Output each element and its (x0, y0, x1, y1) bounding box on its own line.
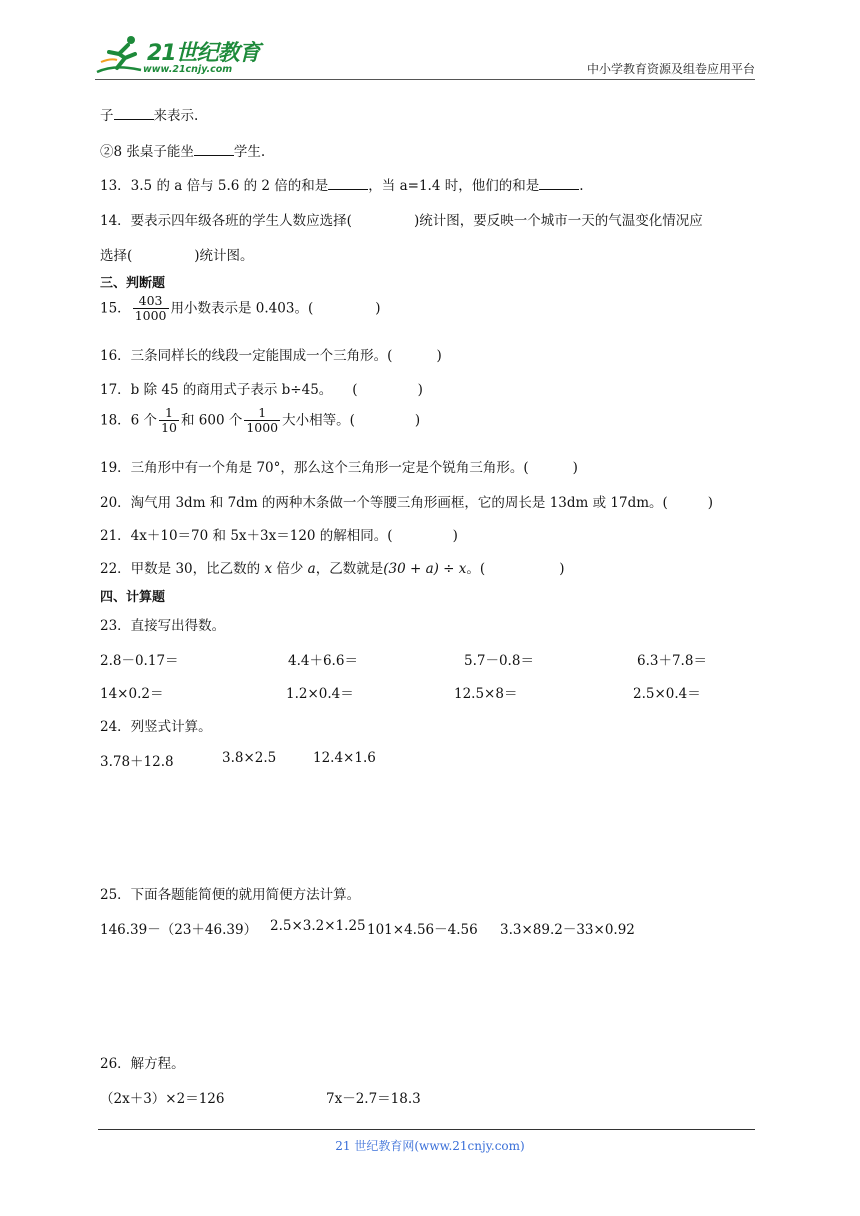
header-divider (95, 79, 755, 80)
section-heading-calculation: 四、计算题 (100, 590, 166, 605)
question-19 (100, 456, 578, 476)
q25-problem: 101×4.56－4.56 (367, 922, 478, 938)
q17-text: 17．b 除 45 的商用式子表示 b÷45。 (100, 382, 333, 398)
fraction (244, 406, 280, 436)
question-20 (100, 491, 713, 511)
q16-close-paren: ) (436, 348, 442, 364)
q25-problem: 3.3×89.2－33×0.92 (500, 922, 635, 938)
page-header (95, 30, 755, 80)
q16-text: 16．三条同样长的线段一定能围成一个三角形。( (100, 348, 393, 364)
question-21 (100, 524, 458, 544)
q23-problem: 14×0.2＝ (100, 686, 164, 702)
q18-text-pre: 18．6 个 (100, 412, 158, 429)
q21-text: 21．4x＋10＝70 和 5x＋3x＝120 的解相同。( (100, 528, 393, 544)
q22-text-mid1: 倍少 (276, 561, 304, 577)
q25-title: 25．下面各题能简便的就用简便方法计算。 (100, 887, 361, 903)
footer-text: 21 世纪教育网(www.21cnjy.com) (335, 1139, 525, 1153)
q14-text-c: 选择( (100, 248, 133, 264)
fraction-numerator: 1 (159, 406, 179, 421)
q12-line2 (100, 140, 265, 160)
q23-title: 23．直接写出得数。 (100, 618, 226, 634)
fraction-denominator: 1000 (246, 420, 279, 436)
q19-close-paren: ) (572, 460, 578, 476)
q14-text-a: 14．要表示四年级各班的学生人数应选择( (100, 213, 352, 229)
q24-problem: 12.4×1.6 (313, 750, 376, 766)
q13-text-post: . (579, 178, 584, 194)
q22-expression: (30 + a) ÷ x (383, 561, 467, 577)
question-14-line2 (100, 244, 254, 264)
q12-line1 (100, 104, 198, 124)
question-22 (100, 557, 564, 577)
question-13 (100, 174, 584, 194)
fraction-numerator: 403 (133, 294, 169, 309)
q12-item2-pre: ②8 张桌子能坐 (100, 144, 194, 160)
q22-text-post: 。( (466, 561, 486, 577)
q19-text: 19．三角形中有一个角是 70°，那么这个三角形一定是个锐角三角形。( (100, 460, 529, 476)
q25-problem: 2.5×3.2×1.25 (270, 918, 366, 934)
fraction (159, 406, 179, 436)
variable-a: a (307, 561, 316, 577)
q23-problem: 1.2×0.4＝ (286, 686, 354, 702)
q17-open-paren: ( (352, 382, 358, 398)
logo (95, 34, 275, 76)
q12-item2-post: 学生. (233, 144, 266, 160)
q23-problem: 2.8－0.17＝ (100, 653, 179, 669)
footer-divider (98, 1129, 755, 1130)
q23-problem: 2.5×0.4＝ (633, 686, 701, 702)
question-15 (100, 294, 381, 324)
answer-blank (539, 177, 579, 190)
q17-close-paren: ) (417, 382, 423, 398)
q23-problem: 12.5×8＝ (454, 686, 518, 702)
answer-blank (328, 177, 368, 190)
q15-close-paren: ) (375, 300, 381, 317)
logo-url: www.21cnjy.com (143, 64, 233, 75)
q26-equation: （2x＋3）×2＝126 (100, 1091, 225, 1107)
q24-problem: 3.78＋12.8 (100, 754, 174, 770)
fraction-denominator: 10 (161, 420, 177, 436)
q22-text-mid2: ，乙数就是 (315, 561, 384, 577)
fraction (133, 294, 169, 324)
q18-close-paren: ) (414, 412, 421, 429)
runner-logo-icon (95, 34, 145, 76)
q21-close-paren: ) (452, 528, 458, 544)
section-heading-judgment: 三、判断题 (100, 276, 166, 291)
q12-text-pre: 子 (100, 108, 114, 124)
q20-text: 20．淘气用 3dm 和 7dm 的两种木条做一个等腰三角形画框，它的周长是 13dm 或 17dm。( (100, 495, 668, 511)
q22-text-pre: 22．甲数是 30，比乙数的 (100, 561, 261, 577)
q23-problem: 4.4＋6.6＝ (288, 653, 358, 669)
q14-text-d: )统计图。 (194, 248, 254, 264)
question-17 (100, 378, 423, 398)
question-14-line1 (100, 209, 703, 229)
question-18 (100, 406, 420, 436)
question-16 (100, 344, 442, 364)
variable-x: x (264, 561, 273, 577)
q15-text: 用小数表示是 0.403。( (170, 300, 314, 317)
q18-text-mid: 和 600 个 (180, 412, 243, 429)
q15-number: 15． (100, 300, 131, 317)
q23-problem: 5.7－0.8＝ (464, 653, 534, 669)
q22-close-paren: ) (559, 561, 565, 577)
q23-problem: 6.3＋7.8＝ (637, 653, 707, 669)
q25-problem: 146.39－（23＋46.39） (100, 922, 258, 938)
q26-title: 26．解方程。 (100, 1056, 185, 1072)
q26-equation: 7x－2.7＝18.3 (326, 1091, 421, 1107)
answer-blank (114, 107, 154, 120)
q13-text-pre: 13．3.5 的 a 倍与 5.6 的 2 倍的和是 (100, 178, 329, 194)
q14-text-b: )统计图，要反映一个城市一天的气温变化情况应 (413, 213, 703, 229)
q24-title: 24．列竖式计算。 (100, 719, 212, 735)
q20-close-paren: ) (707, 495, 714, 511)
q24-problem: 3.8×2.5 (222, 750, 277, 766)
q12-text-post: 来表示. (153, 108, 199, 124)
fraction-numerator: 1 (244, 406, 280, 421)
fraction-denominator: 1000 (134, 308, 167, 324)
header-platform-text: 中小学教育资源及组卷应用平台 (586, 62, 755, 76)
answer-blank (194, 143, 234, 156)
q13-text-mid: ，当 a=1.4 时，他们的和是 (368, 178, 540, 194)
q18-text-post: 大小相等。( (282, 412, 355, 429)
logo-text: 21世纪教育 (147, 41, 260, 66)
